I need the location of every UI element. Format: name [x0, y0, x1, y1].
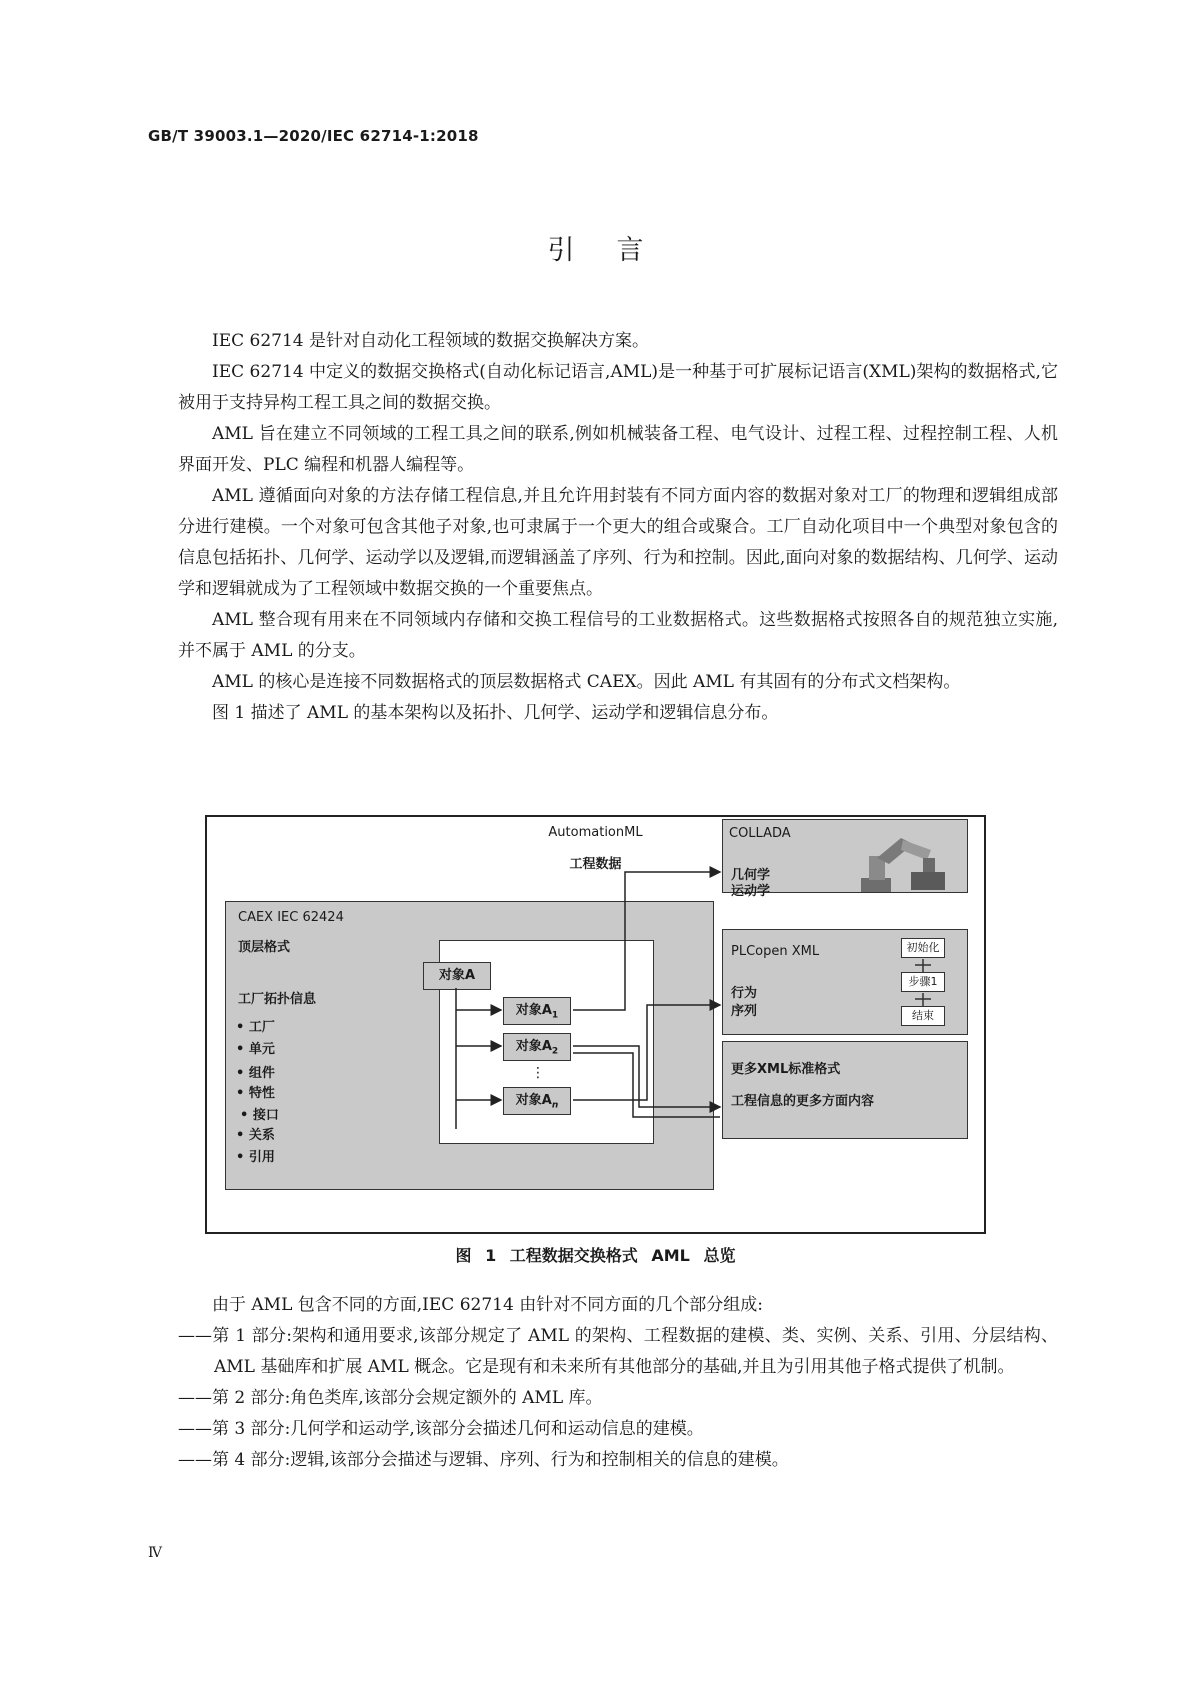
page-number: Ⅳ [148, 1545, 162, 1561]
topology-item: • 特性 [236, 1086, 275, 1101]
figure-title-automationml: AutomationML [548, 825, 643, 840]
figure-caption: 图 1 工程数据交换格式 AML 总览 [455, 1246, 736, 1265]
page-title: 引言 [547, 235, 686, 266]
object-a-child: 对象$A_2$ [503, 1033, 571, 1061]
paragraph-1: IEC 62714 是针对自动化工程领域的数据交换解决方案。 [212, 331, 650, 351]
topology-item: • 关系 [236, 1128, 275, 1143]
caex-name: CAEX IEC 62424 [238, 910, 344, 925]
standard-number-header: GB/T 39003.1—2020/IEC 62714-1:2018 [148, 127, 479, 145]
topology-item: • 工厂 [236, 1020, 275, 1035]
plcopen-sequence: 序列 [731, 1004, 758, 1019]
topology-item: • 组件 [236, 1066, 275, 1081]
object-a-child: 对象$A_1$ [503, 997, 571, 1025]
step-1: 步骤1 [901, 972, 945, 992]
parts-section [178, 1290, 1058, 1476]
topology-title: 工厂拓扑信息 [238, 992, 317, 1007]
paragraph-5: AML 整合现有用来在不同领域内存储和交换工程信号的工业数据格式。这些数据格式按照各自的规范独立实施,并不属于 AML 的分支。 [178, 610, 1058, 661]
objects-ellipsis: ⋮ [531, 1065, 545, 1081]
part-list-item: ——第 2 部分:角色类库,该部分会规定额外的 AML 库。 [178, 1388, 603, 1408]
topology-item: • 单元 [236, 1042, 275, 1057]
more-xml-formats: 更多XML标准格式 [731, 1062, 841, 1077]
part-list-item: ——第 4 部分:逻辑,该部分会描述与逻辑、序列、行为和控制相关的信息的建模。 [178, 1450, 789, 1470]
collada-name: COLLADA [729, 826, 791, 841]
parts-intro: 由于 AML 包含不同的方面,IEC 62714 由针对不同方面的几个部分组成: [212, 1295, 763, 1315]
paragraph-2: IEC 62714 中定义的数据交换格式(自动化标记语言,AML)是一种基于可扩展标记语言(XML)架构的数据格式,它被用于支持异构工程工具之间的数据交换。 [178, 362, 1058, 413]
paragraph-4: AML 遵循面向对象的方法存储工程信息,并且允许用封装有不同方面内容的数据对象对工厂的物理和逻辑组成部分进行建模。一个对象可包含其他子对象,也可隶属于一个更大的组合或聚合。工厂自动化项目中一个典型对象包含的信息包括拓扑、几何学、运动学以及逻辑,而逻辑涵盖了序列、行为和控制。因此,面向对象的数据结构、几何学、运动学和逻辑就成为了工程领域中数据交换的一个重要焦点。 [178, 486, 1058, 599]
figure-connector-arrows [207, 817, 984, 1232]
plcopen-behavior: 行为 [731, 986, 758, 1001]
part-list-item: ——第 3 部分:几何学和运动学,该部分会描述几何和运动信息的建模。 [178, 1419, 704, 1439]
caex-subtitle: 顶层格式 [238, 940, 291, 955]
step-init: 初始化 [901, 938, 945, 958]
collada-kinematics: 运动学 [731, 884, 771, 899]
object-a-parent: 对象A [423, 962, 491, 990]
collada-geometry: 几何学 [731, 868, 771, 883]
intro-body [178, 326, 1058, 729]
more-engineering-info: 工程信息的更多方面内容 [731, 1094, 875, 1109]
plcopen-name: PLCopen XML [731, 944, 820, 959]
aml-architecture-figure [205, 815, 986, 1234]
paragraph-3: AML 旨在建立不同领域的工程工具之间的联系,例如机械装备工程、电气设计、过程工程、过程控制工程、人机界面开发、PLC 编程和机器人编程等。 [178, 424, 1058, 475]
figure-title-engineering-data: 工程数据 [569, 857, 622, 872]
part-list-item: ——第 1 部分:架构和通用要求,该部分规定了 AML 的架构、工程数据的建模、类、实例、关系、引用、分层结构、AML 基础库和扩展 AML 概念。它是现有和未来所有其他部分的基础,并且为引用其他子格式提供了机制。 [178, 1326, 1058, 1377]
object-a-child: 对象$A_n$ [503, 1087, 571, 1115]
paragraph-6: AML 的核心是连接不同数据格式的顶层数据格式 CAEX。因此 AML 有其固有的分布式文档架构。 [212, 672, 961, 692]
step-end: 结束 [901, 1006, 945, 1026]
topology-item: • 引用 [236, 1150, 275, 1165]
topology-item: • 接口 [240, 1108, 279, 1123]
paragraph-7: 图 1 描述了 AML 的基本架构以及拓扑、几何学、运动学和逻辑信息分布。 [212, 703, 779, 723]
